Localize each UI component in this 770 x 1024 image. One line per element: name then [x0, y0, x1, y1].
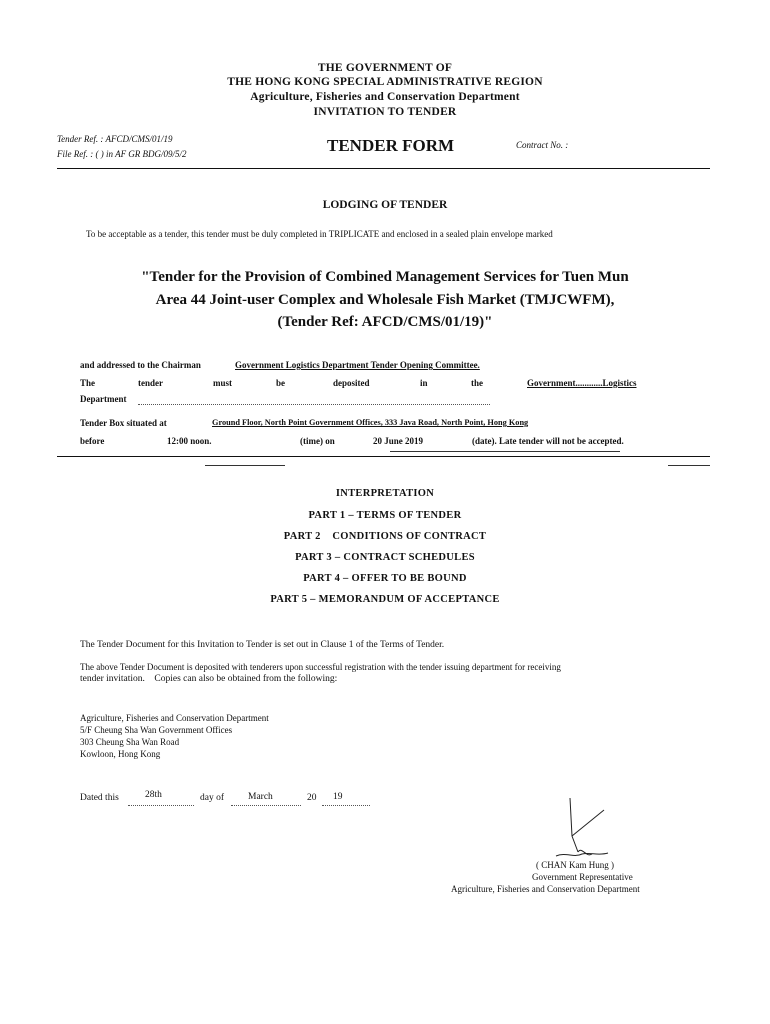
part-4: PART 4 – OFFER TO BE BOUND [303, 573, 467, 584]
box-value: Ground Floor, North Point Government Offices, 333 Java Road, North Point, Hong Kong [212, 418, 529, 427]
deposit-word-1: The [80, 378, 96, 388]
dated-year: 19 [333, 792, 343, 802]
form-title: TENDER FORM [327, 136, 455, 155]
dated-day-dots [128, 805, 194, 806]
department-dots [138, 404, 490, 405]
date-value: 20 June 2019 [373, 436, 424, 446]
department-word: Department [80, 394, 127, 404]
dated-year-dots [322, 805, 370, 806]
part-3: PART 3 – CONTRACT SCHEDULES [295, 552, 475, 563]
dated-day-of: day of [200, 793, 225, 803]
header-line-2: THE HONG KONG SPECIAL ADMINISTRATIVE REGION [227, 76, 543, 88]
part-2: PART 2 CONDITIONS OF CONTRACT [283, 531, 487, 542]
section-rule-dash-1 [205, 465, 285, 466]
deposit-word-6: in [420, 378, 428, 388]
deposit-word-5: deposited [333, 378, 370, 388]
header-rule [57, 168, 710, 169]
addressed-value: Government Logistics Department Tender Opening Committee. [235, 360, 480, 370]
addressed-label: and addressed to the Chairman [80, 360, 201, 370]
dated-month: March [248, 792, 273, 802]
dated-year-prefix: 20 [307, 793, 317, 803]
header-line-3: Agriculture, Fisheries and Conservation Department [250, 91, 520, 103]
note-paragraph-1: The Tender Document for this Invitation to Tender is set out in Clause 1 of the Terms of Tender. [80, 640, 445, 650]
address-line-1: Agriculture, Fisheries and Conservation Department [80, 713, 269, 723]
part-1: PART 1 – TERMS OF TENDER [308, 510, 462, 521]
signatory-name: ( CHAN Kam Hung ) [536, 860, 614, 870]
address-line-2: 5/F Cheung Sha Wan Government Offices [80, 725, 233, 735]
dated-label: Dated this [80, 793, 119, 803]
address-line-4: Kowloon, Hong Kong [80, 749, 161, 759]
box-label: Tender Box situated at [80, 418, 167, 428]
time-on: (time) on [300, 436, 335, 446]
address-line-3: 303 Cheung Sha Wan Road [80, 737, 180, 747]
note-paragraph-2-line-1: The above Tender Document is deposited with tenderers upon successful registration with the tender issuing department for receiving [80, 662, 561, 672]
header-line-1: THE GOVERNMENT OF [317, 62, 453, 74]
tender-title-line-1: "Tender for the Provision of Combined Management Services for Tuen Mun [141, 269, 629, 285]
tender-title-line-3: (Tender Ref: AFCD/CMS/01/19)" [277, 314, 493, 330]
before-label: before [80, 436, 105, 446]
time-value: 12:00 noon. [167, 436, 212, 446]
section-rule [57, 456, 710, 457]
deposit-value: Government............Logistics [527, 378, 637, 388]
section-rule-dash-2 [668, 465, 710, 466]
date-note: (date). Late tender will not be accepted. [472, 436, 624, 446]
tender-title-line-2: Area 44 Joint-user Complex and Wholesale Fish Market (TMJCWFM), [155, 292, 615, 308]
contract-no: Contract No. : [516, 140, 569, 150]
lodging-heading: LODGING OF TENDER [322, 199, 448, 211]
file-ref: File Ref. : ( ) in AF GR BDG/09/5/2 [57, 149, 187, 159]
interpretation-heading: INTERPRETATION [335, 488, 435, 499]
before-underline [390, 451, 620, 452]
tender-ref: Tender Ref. : AFCD/CMS/01/19 [57, 134, 173, 144]
deposit-word-3: must [213, 378, 233, 388]
lodging-intro: To be acceptable as a tender, this tender must be duly completed in TRIPLICATE and enclosed in a sealed plain envelope marked [86, 229, 553, 239]
dated-day: 28th [145, 790, 162, 800]
signature-scribble-icon [548, 796, 628, 866]
deposit-word-4: be [276, 378, 285, 388]
dated-month-dots [231, 805, 301, 806]
deposit-word-7: the [471, 378, 483, 388]
signatory-department: Agriculture, Fisheries and Conservation Department [451, 884, 640, 894]
note-paragraph-2-line-2: tender invitation. Copies can also be obtained from the following: [80, 674, 338, 684]
deposit-word-2: tender [138, 378, 163, 388]
header-line-4: INVITATION TO TENDER [313, 106, 457, 118]
part-5: PART 5 – MEMORANDUM OF ACCEPTANCE [270, 594, 500, 605]
signatory-title: Government Representative [532, 872, 633, 882]
